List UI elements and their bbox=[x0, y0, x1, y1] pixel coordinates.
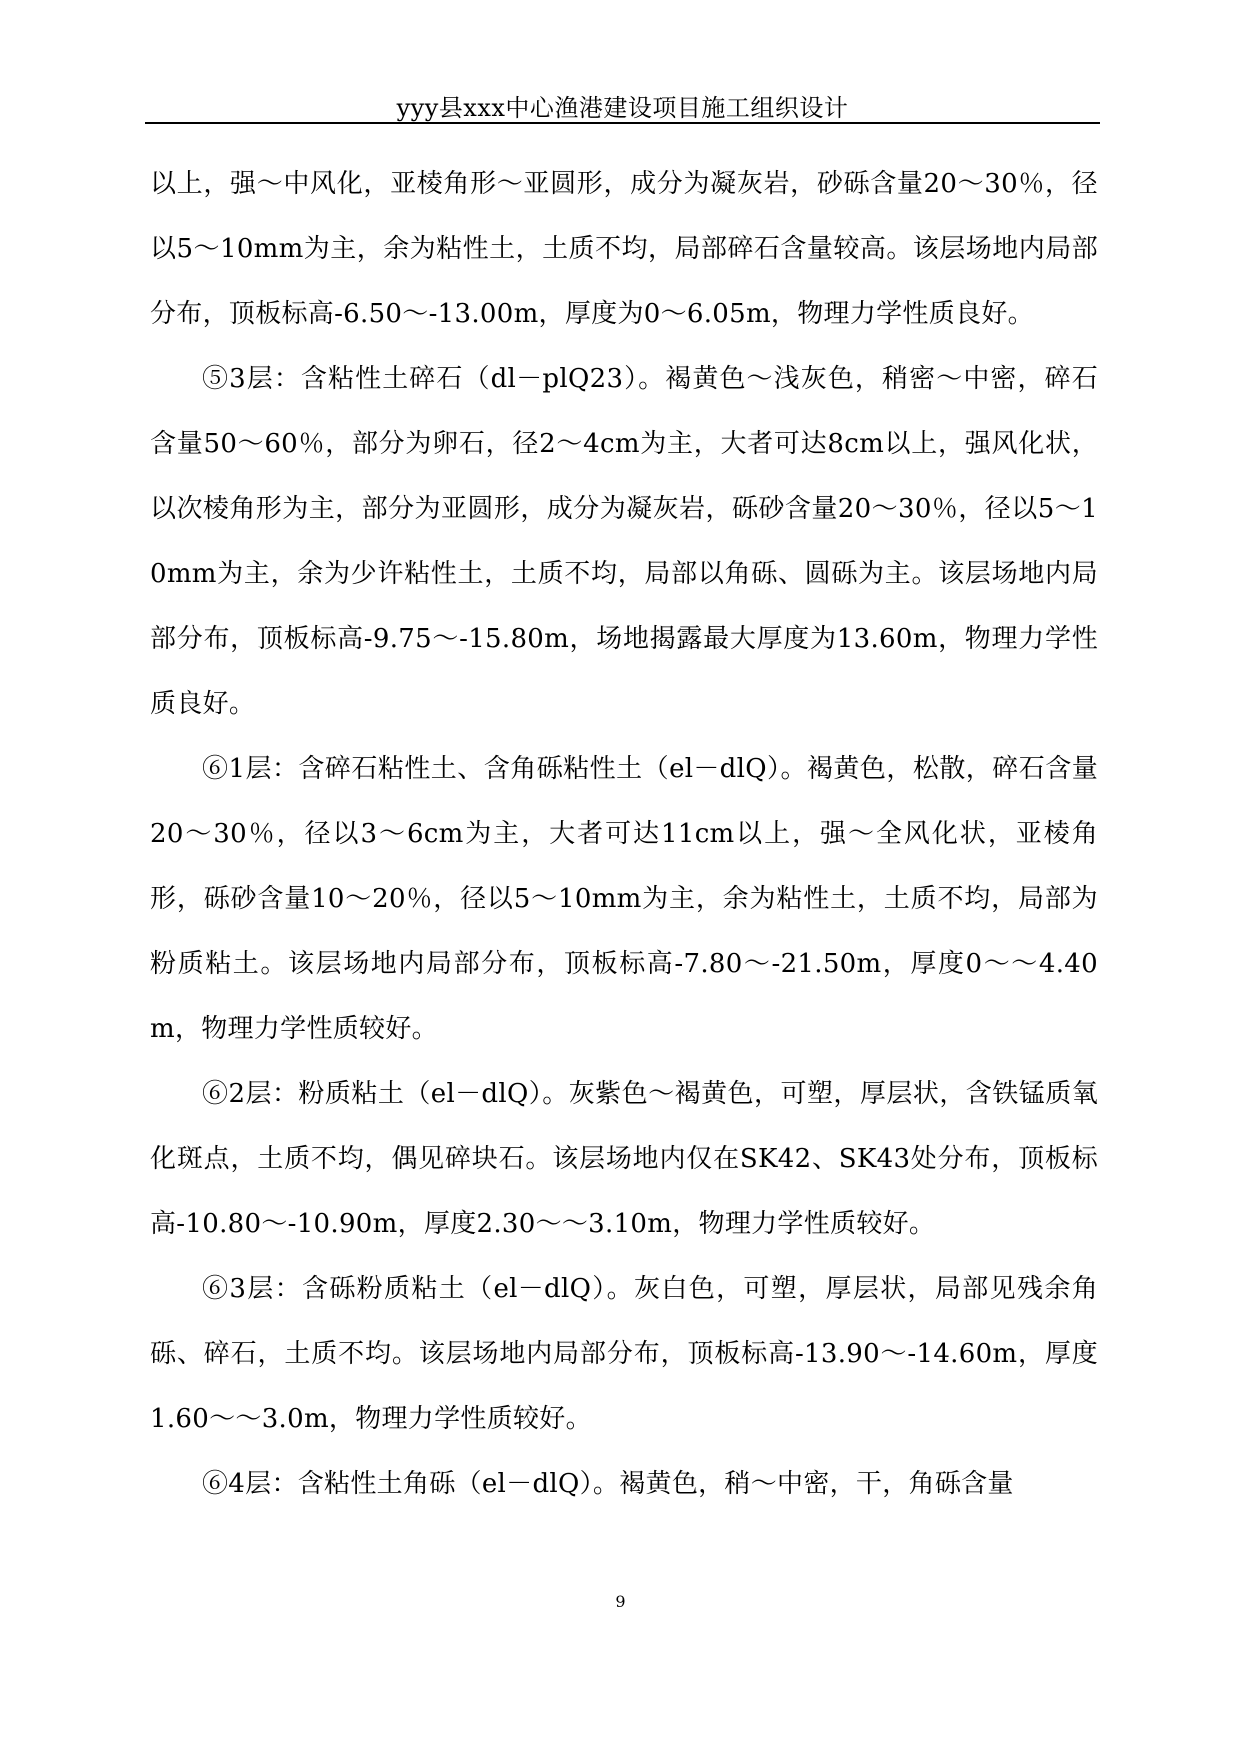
paragraph-continuation: 以上，强～中风化，亚棱角形～亚圆形，成分为凝灰岩，砂砾含量20～30％，径以5～10mm为主，余为粘性土，土质不均，局部碎石含量较高。该层场地内局部分布，顶板标高-6.50～-13.00m，厚度为0～6.05m，物理力学性质良好。 bbox=[150, 169, 1098, 329]
header-divider bbox=[145, 122, 1100, 124]
paragraph-layer-6-1: ⑥1层：含碎石粘性土、含角砾粘性土（el－dlQ）。褐黄色，松散，碎石含量20～30％，径以3～6cm为主，大者可达11cm以上，强～全风化状，亚棱角形，砾砂含量10～20％，径以5～10mm为主，余为粘性土，土质不均，局部为粉质粘土。该层场地内局部分布，顶板标高-7.80～-21.50m，厚度0～～4.40m，物理力学性质较好。 bbox=[150, 754, 1098, 1044]
document-body bbox=[150, 152, 1098, 1517]
paragraph-layer-6-4: ⑥4层：含粘性土角砾（el－dlQ）。褐黄色，稍～中密，干，角砾含量 bbox=[202, 1469, 1014, 1499]
paragraph-layer-6-3: ⑥3层：含砾粉质粘土（el－dlQ）。灰白色，可塑，厚层状，局部见残余角砾、碎石，土质不均。该层场地内局部分布，顶板标高-13.90～-14.60m，厚度1.60～～3.0m，物理力学性质较好。 bbox=[150, 1274, 1098, 1434]
paragraph-layer-6-2: ⑥2层：粉质粘土（el－dlQ）。灰紫色～褐黄色，可塑，厚层状，含铁锰质氧化斑点，土质不均，偶见碎块石。该层场地内仅在SK42、SK43处分布，顶板标高-10.80～-10.90m，厚度2.30～～3.10m，物理力学性质较好。 bbox=[150, 1079, 1098, 1239]
page-number: 9 bbox=[615, 1592, 626, 1611]
paragraph-layer-5-3: ⑤3层：含粘性土碎石（dl－plQ23）。褐黄色～浅灰色，稍密～中密，碎石含量50～60％，部分为卵石，径2～4cm为主，大者可达8cm以上，强风化状，以次棱角形为主，部分为亚圆形，成分为凝灰岩，砾砂含量20～30％，径以5～10mm为主，余为少许粘性土，土质不均，局部以角砾、圆砾为主。该层场地内局部分布，顶板标高-9.75～-15.80m，场地揭露最大厚度为13.60m，物理力学性质良好。 bbox=[150, 364, 1098, 719]
page-header-title: yyy县xxx中心渔港建设项目施工组织设计 bbox=[396, 94, 849, 122]
